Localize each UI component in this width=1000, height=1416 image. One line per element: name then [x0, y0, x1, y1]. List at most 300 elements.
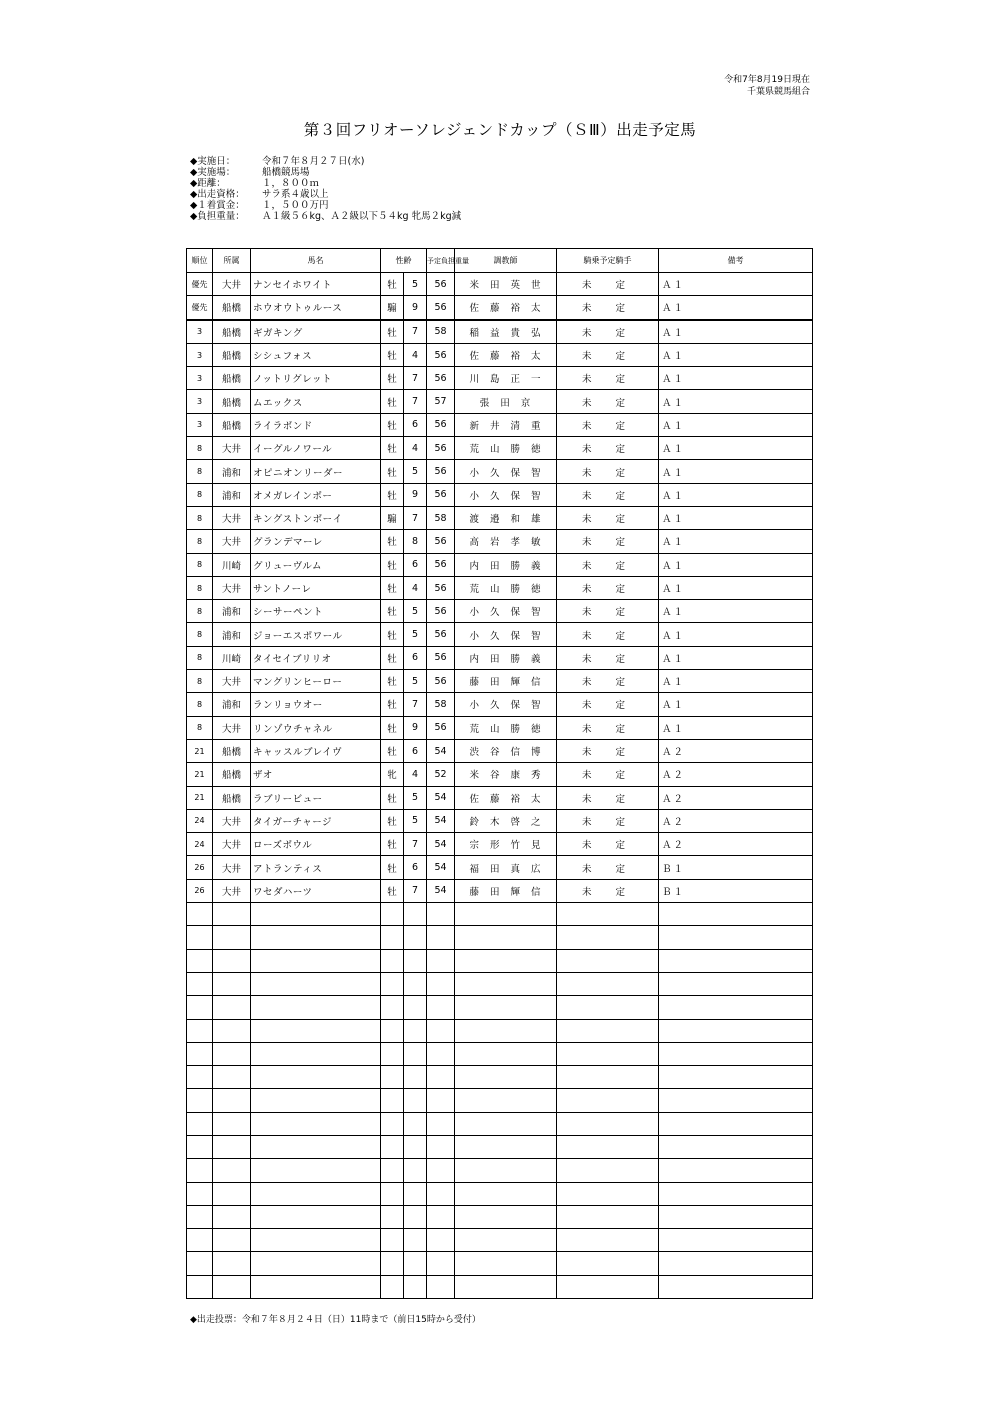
header-sex-age: 性齢: [381, 249, 427, 273]
empty-cell: [557, 1229, 659, 1252]
sex-cell: 牡: [381, 437, 404, 460]
jockey-cell: 未定: [557, 437, 659, 460]
empty-cell: [187, 949, 213, 972]
sex-cell: 騸: [381, 506, 404, 529]
rank-cell: 8: [187, 460, 213, 483]
jockey-cell: 未定: [557, 856, 659, 879]
table-row: [187, 693, 813, 716]
trainer-cell: 小久保智: [455, 460, 557, 483]
rank-cell: 24: [187, 809, 213, 832]
sex-cell: 騸: [381, 296, 404, 320]
jockey-cell: 未定: [557, 273, 659, 296]
trainer-cell: 小久保智: [455, 483, 557, 506]
sex-cell: 牡: [381, 367, 404, 390]
trainer-cell: 新井清重: [455, 413, 557, 436]
empty-cell: [213, 1135, 251, 1158]
weight-cell: 58: [427, 693, 455, 716]
empty-cell: [251, 1089, 381, 1112]
sex-cell: 牝: [381, 763, 404, 786]
empty-cell: [251, 926, 381, 949]
trainer-cell: 内田勝義: [455, 646, 557, 669]
empty-cell: [659, 1182, 813, 1205]
empty-cell: [557, 1042, 659, 1065]
empty-cell: [659, 1135, 813, 1158]
weight-cell: 56: [427, 296, 455, 320]
jockey-cell: 未定: [557, 693, 659, 716]
empty-cell: [659, 949, 813, 972]
empty-cell: [251, 1019, 381, 1042]
empty-cell: [404, 1066, 427, 1089]
empty-cell: [557, 1205, 659, 1228]
age-cell: 7: [404, 506, 427, 529]
note-cell: Ａ１: [659, 576, 813, 599]
header-note: 備考: [659, 249, 813, 273]
trainer-cell: 荒山勝徳: [455, 437, 557, 460]
empty-cell: [427, 1229, 455, 1252]
rank-cell: 8: [187, 646, 213, 669]
info-value: Ａ１級５６kg、Ａ２級以下５４kg 牝馬２kg減: [262, 211, 462, 222]
horse-name-cell: サントノーレ: [251, 576, 381, 599]
affiliation-cell: 浦和: [213, 460, 251, 483]
empty-cell: [427, 1089, 455, 1112]
empty-cell: [659, 1089, 813, 1112]
empty-cell: [251, 903, 381, 926]
weight-cell: 56: [427, 600, 455, 623]
rank-cell: 26: [187, 856, 213, 879]
weight-cell: 56: [427, 530, 455, 553]
jockey-cell: 未定: [557, 623, 659, 646]
affiliation-cell: 大井: [213, 576, 251, 599]
rank-cell: 21: [187, 786, 213, 809]
table-row: [187, 739, 813, 762]
empty-cell: [187, 972, 213, 995]
horse-name-cell: ムエックス: [251, 390, 381, 413]
empty-cell: [251, 996, 381, 1019]
affiliation-cell: 船橋: [213, 296, 251, 320]
table-row: [187, 833, 813, 856]
empty-cell: [557, 1112, 659, 1135]
empty-cell: [455, 1135, 557, 1158]
sex-cell: 牡: [381, 320, 404, 344]
sex-cell: 牡: [381, 623, 404, 646]
info-value: サラ系４歳以上: [262, 189, 329, 200]
rank-cell: 3: [187, 413, 213, 436]
empty-cell: [557, 1252, 659, 1275]
page-title: 第３回フリオーソレジェンドカップ（ＳⅢ）出走予定馬: [303, 121, 697, 139]
weight-cell: 54: [427, 809, 455, 832]
affiliation-cell: 大井: [213, 273, 251, 296]
empty-cell: [659, 1112, 813, 1135]
affiliation-cell: 川崎: [213, 553, 251, 576]
horse-name-cell: イーグルノワール: [251, 437, 381, 460]
info-label: ◆出走資格：: [190, 189, 245, 200]
empty-row: [187, 1275, 813, 1298]
horse-name-cell: タイガーチャージ: [251, 809, 381, 832]
document-header: [724, 74, 810, 98]
table-row: [187, 413, 813, 436]
note-cell: Ｂ１: [659, 879, 813, 902]
horse-name-cell: マングリンヒーロー: [251, 670, 381, 693]
age-cell: 5: [404, 600, 427, 623]
empty-cell: [427, 1275, 455, 1298]
sex-cell: 牡: [381, 879, 404, 902]
note-cell: Ｂ１: [659, 856, 813, 879]
note-cell: Ａ１: [659, 273, 813, 296]
empty-cell: [659, 926, 813, 949]
empty-cell: [557, 1275, 659, 1298]
age-cell: 5: [404, 623, 427, 646]
rank-cell: 3: [187, 390, 213, 413]
info-label: ◆１着賞金：: [190, 200, 245, 211]
empty-cell: [381, 1019, 404, 1042]
empty-row: [187, 972, 813, 995]
horse-name-cell: ホウオウトゥルース: [251, 296, 381, 320]
empty-cell: [251, 1252, 381, 1275]
empty-cell: [187, 926, 213, 949]
age-cell: 9: [404, 716, 427, 739]
empty-cell: [404, 996, 427, 1019]
empty-cell: [557, 1019, 659, 1042]
note-cell: Ａ１: [659, 437, 813, 460]
empty-cell: [659, 1205, 813, 1228]
sex-cell: 牡: [381, 273, 404, 296]
empty-cell: [187, 1089, 213, 1112]
info-row: [190, 178, 461, 189]
sex-cell: 牡: [381, 670, 404, 693]
affiliation-cell: 船橋: [213, 763, 251, 786]
rank-cell: 8: [187, 716, 213, 739]
affiliation-cell: 船橋: [213, 413, 251, 436]
empty-cell: [187, 903, 213, 926]
jockey-cell: 未定: [557, 786, 659, 809]
empty-cell: [404, 1229, 427, 1252]
empty-cell: [427, 1042, 455, 1065]
info-row: [190, 200, 461, 211]
weight-cell: 56: [427, 273, 455, 296]
empty-row: [187, 1066, 813, 1089]
empty-row: [187, 1135, 813, 1158]
empty-cell: [187, 1019, 213, 1042]
empty-cell: [659, 903, 813, 926]
empty-cell: [251, 949, 381, 972]
trainer-cell: 米谷康秀: [455, 763, 557, 786]
horse-name-cell: ジョーエスポワール: [251, 623, 381, 646]
affiliation-cell: 浦和: [213, 693, 251, 716]
jockey-cell: 未定: [557, 460, 659, 483]
table-row: [187, 670, 813, 693]
rank-cell: 8: [187, 506, 213, 529]
sex-cell: 牡: [381, 693, 404, 716]
sex-cell: 牡: [381, 833, 404, 856]
empty-cell: [455, 1159, 557, 1182]
empty-cell: [427, 1205, 455, 1228]
empty-cell: [455, 1089, 557, 1112]
empty-cell: [404, 1205, 427, 1228]
weight-cell: 56: [427, 413, 455, 436]
sex-cell: 牡: [381, 530, 404, 553]
entry-vote-note: ◆出走投票：令和７年８月２４日（日）11時まで（前日15時から受付）: [190, 1315, 481, 1325]
trainer-cell: 張田京: [455, 390, 557, 413]
trainer-cell: 佐藤裕太: [455, 343, 557, 366]
empty-cell: [381, 1275, 404, 1298]
empty-cell: [381, 972, 404, 995]
empty-cell: [381, 1066, 404, 1089]
empty-cell: [659, 1229, 813, 1252]
header-trainer: 調教師: [455, 249, 557, 273]
empty-cell: [251, 1229, 381, 1252]
age-cell: 5: [404, 460, 427, 483]
info-row: [190, 156, 461, 167]
sex-cell: 牡: [381, 809, 404, 832]
empty-cell: [381, 1252, 404, 1275]
jockey-cell: 未定: [557, 483, 659, 506]
note-cell: Ａ２: [659, 786, 813, 809]
note-cell: Ａ１: [659, 413, 813, 436]
age-cell: 4: [404, 437, 427, 460]
table-row: [187, 530, 813, 553]
sex-cell: 牡: [381, 460, 404, 483]
empty-cell: [404, 949, 427, 972]
empty-row: [187, 903, 813, 926]
sex-cell: 牡: [381, 739, 404, 762]
empty-cell: [455, 1205, 557, 1228]
jockey-cell: 未定: [557, 320, 659, 344]
horse-name-cell: ワセダハーツ: [251, 879, 381, 902]
jockey-cell: 未定: [557, 670, 659, 693]
affiliation-cell: 船橋: [213, 320, 251, 344]
empty-cell: [381, 1159, 404, 1182]
age-cell: 6: [404, 856, 427, 879]
weight-cell: 56: [427, 343, 455, 366]
weight-cell: 54: [427, 833, 455, 856]
rank-cell: 3: [187, 367, 213, 390]
trainer-cell: 川島正一: [455, 367, 557, 390]
as-of-date: 令和7年8月19日現在: [724, 75, 810, 85]
sex-cell: 牡: [381, 413, 404, 436]
empty-row: [187, 996, 813, 1019]
affiliation-cell: 大井: [213, 437, 251, 460]
note-cell: Ａ２: [659, 809, 813, 832]
trainer-cell: 米田英世: [455, 273, 557, 296]
empty-cell: [659, 1252, 813, 1275]
empty-cell: [427, 1159, 455, 1182]
empty-cell: [455, 972, 557, 995]
empty-cell: [404, 1252, 427, 1275]
age-cell: 5: [404, 273, 427, 296]
note-cell: Ａ１: [659, 460, 813, 483]
empty-cell: [213, 1275, 251, 1298]
note-cell: Ａ１: [659, 553, 813, 576]
note-cell: Ａ１: [659, 343, 813, 366]
empty-cell: [427, 1112, 455, 1135]
header-horse-name: 馬名: [251, 249, 381, 273]
empty-cell: [404, 1089, 427, 1112]
jockey-cell: 未定: [557, 716, 659, 739]
affiliation-cell: 大井: [213, 879, 251, 902]
note-cell: Ａ１: [659, 390, 813, 413]
trainer-cell: 福田真広: [455, 856, 557, 879]
rank-cell: 8: [187, 530, 213, 553]
table-row: [187, 716, 813, 739]
note-cell: Ａ１: [659, 693, 813, 716]
age-cell: 4: [404, 343, 427, 366]
empty-cell: [187, 1042, 213, 1065]
note-cell: Ａ１: [659, 530, 813, 553]
jockey-cell: 未定: [557, 600, 659, 623]
note-cell: Ａ２: [659, 833, 813, 856]
horse-name-cell: ザオ: [251, 763, 381, 786]
weight-cell: 52: [427, 763, 455, 786]
affiliation-cell: 大井: [213, 506, 251, 529]
empty-cell: [251, 972, 381, 995]
trainer-cell: 小久保智: [455, 693, 557, 716]
age-cell: 6: [404, 646, 427, 669]
weight-cell: 56: [427, 716, 455, 739]
empty-cell: [455, 949, 557, 972]
rank-cell: 24: [187, 833, 213, 856]
empty-cell: [659, 1066, 813, 1089]
empty-row: [187, 1182, 813, 1205]
horse-name-cell: ノットリグレット: [251, 367, 381, 390]
rank-cell: 優先: [187, 273, 213, 296]
info-value: １，８００ｍ: [262, 178, 320, 189]
empty-cell: [557, 1135, 659, 1158]
weight-cell: 58: [427, 506, 455, 529]
trainer-cell: 藤田輝信: [455, 879, 557, 902]
age-cell: 6: [404, 553, 427, 576]
age-cell: 7: [404, 320, 427, 344]
table-row: [187, 343, 813, 366]
empty-row: [187, 1042, 813, 1065]
weight-cell: 56: [427, 437, 455, 460]
note-cell: Ａ１: [659, 367, 813, 390]
empty-cell: [427, 1135, 455, 1158]
jockey-cell: 未定: [557, 763, 659, 786]
jockey-cell: 未定: [557, 879, 659, 902]
empty-row: [187, 949, 813, 972]
weight-cell: 54: [427, 786, 455, 809]
rank-cell: 8: [187, 600, 213, 623]
sex-cell: 牡: [381, 786, 404, 809]
empty-cell: [404, 926, 427, 949]
empty-cell: [213, 996, 251, 1019]
table-row: [187, 646, 813, 669]
note-cell: Ａ１: [659, 623, 813, 646]
trainer-cell: 荒山勝徳: [455, 576, 557, 599]
rank-cell: 3: [187, 320, 213, 344]
rank-cell: 8: [187, 670, 213, 693]
info-value: 令和７年８月２７日(水): [262, 156, 365, 167]
affiliation-cell: 船橋: [213, 739, 251, 762]
weight-cell: 56: [427, 367, 455, 390]
empty-cell: [404, 1275, 427, 1298]
empty-cell: [404, 1019, 427, 1042]
weight-cell: 54: [427, 856, 455, 879]
empty-cell: [213, 1042, 251, 1065]
jockey-cell: 未定: [557, 646, 659, 669]
age-cell: 8: [404, 530, 427, 553]
table-row: [187, 763, 813, 786]
empty-cell: [427, 903, 455, 926]
rank-cell: 8: [187, 623, 213, 646]
sex-cell: 牡: [381, 343, 404, 366]
sex-cell: 牡: [381, 483, 404, 506]
note-cell: Ａ１: [659, 296, 813, 320]
empty-cell: [213, 1019, 251, 1042]
table-row: [187, 483, 813, 506]
age-cell: 5: [404, 786, 427, 809]
empty-cell: [213, 1252, 251, 1275]
age-cell: 5: [404, 809, 427, 832]
info-row: [190, 167, 461, 178]
empty-cell: [213, 1066, 251, 1089]
table-row: [187, 367, 813, 390]
horse-name-cell: キャッスルブレイヴ: [251, 739, 381, 762]
affiliation-cell: 大井: [213, 856, 251, 879]
empty-cell: [213, 1112, 251, 1135]
empty-cell: [427, 1019, 455, 1042]
horse-name-cell: オピニオンリーダー: [251, 460, 381, 483]
jockey-cell: 未定: [557, 506, 659, 529]
empty-cell: [455, 1042, 557, 1065]
affiliation-cell: 船橋: [213, 343, 251, 366]
weight-cell: 54: [427, 739, 455, 762]
rank-cell: 21: [187, 763, 213, 786]
empty-cell: [659, 1019, 813, 1042]
trainer-cell: 宗形竹見: [455, 833, 557, 856]
empty-cell: [187, 1135, 213, 1158]
note-cell: Ａ２: [659, 763, 813, 786]
age-cell: 7: [404, 833, 427, 856]
empty-cell: [213, 972, 251, 995]
rank-cell: 8: [187, 483, 213, 506]
empty-cell: [213, 1089, 251, 1112]
note-cell: Ａ１: [659, 506, 813, 529]
affiliation-cell: 浦和: [213, 600, 251, 623]
empty-cell: [455, 1229, 557, 1252]
empty-row: [187, 1159, 813, 1182]
note-cell: Ａ１: [659, 320, 813, 344]
jockey-cell: 未定: [557, 343, 659, 366]
empty-cell: [427, 1066, 455, 1089]
weight-cell: 57: [427, 390, 455, 413]
table-row: [187, 809, 813, 832]
weight-cell: 56: [427, 646, 455, 669]
trainer-cell: 高岩孝敏: [455, 530, 557, 553]
empty-cell: [381, 949, 404, 972]
horse-name-cell: グリューヴルム: [251, 553, 381, 576]
weight-cell: 56: [427, 553, 455, 576]
empty-cell: [187, 1159, 213, 1182]
rank-cell: 優先: [187, 296, 213, 320]
empty-cell: [251, 1275, 381, 1298]
age-cell: 6: [404, 739, 427, 762]
affiliation-cell: 大井: [213, 670, 251, 693]
empty-cell: [187, 1229, 213, 1252]
table-row: [187, 390, 813, 413]
empty-cell: [455, 1019, 557, 1042]
empty-cell: [455, 1066, 557, 1089]
table-row: [187, 600, 813, 623]
empty-cell: [427, 926, 455, 949]
horse-name-cell: ナンセイホワイト: [251, 273, 381, 296]
jockey-cell: 未定: [557, 809, 659, 832]
empty-row: [187, 1205, 813, 1228]
empty-cell: [404, 1135, 427, 1158]
empty-cell: [251, 1066, 381, 1089]
trainer-cell: 渡邉和雄: [455, 506, 557, 529]
weight-cell: 56: [427, 460, 455, 483]
